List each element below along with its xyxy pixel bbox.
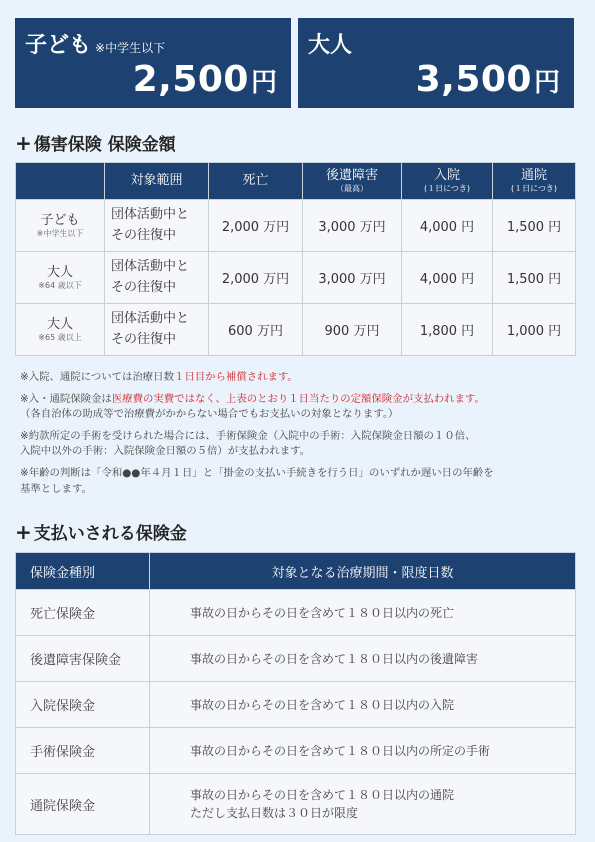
row-name: 大人 <box>46 316 73 332</box>
adult-price-unit: 円 <box>533 68 560 98</box>
row-head <box>16 200 105 252</box>
note-3 <box>20 429 575 460</box>
scope-cell <box>105 200 209 252</box>
table-header-row <box>16 553 576 590</box>
row-sub: ※中学生以下 <box>36 228 84 238</box>
scope-cell <box>105 304 209 356</box>
benefit-type-cell: 死亡保険金 <box>16 590 150 636</box>
child-price-amount: 2,500 <box>132 59 249 100</box>
header-hospital-label: 入院 <box>433 167 460 183</box>
benefit-desc-cell <box>150 774 576 835</box>
disability-cell: 900 万円 <box>303 304 402 356</box>
note-1-text: ※入院、通院については治療日数 <box>20 371 174 383</box>
hospital-cell: 4,000 円 <box>402 200 493 252</box>
child-price-title <box>25 28 165 59</box>
header-disability <box>303 163 402 200</box>
benefit-desc-cell <box>150 682 576 728</box>
benefit-types-table <box>15 552 576 835</box>
child-price-box <box>15 18 291 108</box>
note-4 <box>20 466 575 497</box>
scope-line-1: 団体活動中と <box>111 259 190 275</box>
note-2-text: ※入・通院保険金は <box>20 392 112 405</box>
note-1 <box>20 370 575 386</box>
header-benefit-type: 保険金種別 <box>16 553 150 590</box>
table-row <box>16 252 576 304</box>
header-death: 死亡 <box>209 163 303 200</box>
notes <box>20 370 575 503</box>
header-hospital-sub: (１日につき) <box>423 183 471 193</box>
death-cell: 600 万円 <box>209 304 303 356</box>
benefit-type-cell: 手術保険金 <box>16 728 150 774</box>
section2-title-text: 支払いされる保険金 <box>33 524 187 544</box>
hospital-cell: 4,000 円 <box>402 252 493 304</box>
header-outpatient-sub: (１日につき) <box>510 183 558 193</box>
benefit-desc-cell <box>150 728 576 774</box>
row-head <box>16 252 105 304</box>
note-1-emphasis: １日目から補償されます。 <box>173 371 298 383</box>
note-3-line-1: ※約款所定の手術を受けられた場合には、手術保険金（入院中の手術：入院保険金日額の１０倍、 <box>20 429 476 442</box>
desc-line-1: 事故の日からその日を含めて１８０日以内の入院 <box>190 697 455 712</box>
death-cell: 2,000 万円 <box>209 200 303 252</box>
scope-line-1: 団体活動中と <box>111 311 190 327</box>
row-sub: ※65 歳以上 <box>38 332 82 342</box>
outpatient-cell: 1,500 円 <box>493 200 576 252</box>
benefit-type-cell: 通院保険金 <box>16 774 150 835</box>
hospital-cell: 1,800 円 <box>402 304 493 356</box>
header-disability-sub: （最高） <box>336 183 368 193</box>
scope-line-1: 団体活動中と <box>111 207 190 223</box>
section-title-paid-benefits <box>15 519 187 544</box>
table-row <box>16 636 576 682</box>
section-title-insurance-amounts <box>15 130 176 155</box>
adult-price-title <box>308 28 352 59</box>
benefit-desc-cell <box>150 636 576 682</box>
plus-icon: + <box>15 520 32 544</box>
scope-line-2: その往復中 <box>111 279 177 295</box>
desc-line-1: 事故の日からその日を含めて１８０日以内の所定の手術 <box>190 743 491 758</box>
header-outpatient-label: 通院 <box>520 167 547 183</box>
note-4-line-1: ※年齢の判断は「令和●●年４月１日」と「掛金の支払い手続きを行う日」のいずれか遅い日の年齢を <box>20 467 494 480</box>
table-row <box>16 200 576 252</box>
header-scope: 対象範囲 <box>105 163 209 200</box>
benefit-type-cell: 後遺障害保険金 <box>16 636 150 682</box>
adult-price <box>416 59 560 100</box>
outpatient-cell: 1,000 円 <box>493 304 576 356</box>
row-head <box>16 304 105 356</box>
header-empty <box>16 163 105 200</box>
outpatient-cell: 1,500 円 <box>493 252 576 304</box>
note-4-line-2: 基準とします。 <box>20 482 92 495</box>
desc-line-2: ただし支払日数は３０日が限度 <box>190 806 359 820</box>
section1-title-text: 傷害保険 保険金額 <box>33 135 176 155</box>
child-label: 子ども <box>25 33 92 58</box>
note-2-continuation: （各自治体の助成等で治療費がかからない場合でもお支払いの対象となります。） <box>20 408 399 421</box>
scope-line-2: その往復中 <box>111 331 177 347</box>
disability-cell: 3,000 万円 <box>303 252 402 304</box>
note-2-emphasis: 医療費の実費ではなく、上表のとおり１日当たりの定額保険金が支払われます。 <box>111 392 485 405</box>
child-age-note: ※中学生以下 <box>95 41 166 55</box>
header-treatment-period: 対象となる治療期間・限度日数 <box>150 553 576 590</box>
table-header-row <box>16 163 576 200</box>
table-row <box>16 304 576 356</box>
desc-line-1: 事故の日からその日を含めて１８０日以内の通院 <box>190 788 455 802</box>
table-row <box>16 590 576 636</box>
table-row <box>16 774 576 835</box>
desc-line-1: 事故の日からその日を含めて１８０日以内の後遺障害 <box>190 651 479 666</box>
disability-cell: 3,000 万円 <box>303 200 402 252</box>
desc-line-1: 事故の日からその日を含めて１８０日以内の死亡 <box>190 605 455 620</box>
adult-price-amount: 3,500 <box>415 59 532 100</box>
scope-line-2: その往復中 <box>111 227 177 243</box>
scope-cell <box>105 252 209 304</box>
benefit-type-cell: 入院保険金 <box>16 682 150 728</box>
header-disability-label: 後遺障害 <box>325 167 378 183</box>
row-name: 子ども <box>40 212 80 228</box>
child-price <box>133 59 277 100</box>
note-3-line-2: 入院中以外の手術：入院保険金日額の５倍）が支払われます。 <box>20 445 311 458</box>
death-cell: 2,000 万円 <box>209 252 303 304</box>
header-outpatient <box>493 163 576 200</box>
insurance-amount-table <box>15 162 576 356</box>
row-sub: ※64 歳以下 <box>38 280 82 290</box>
header-hospital <box>402 163 493 200</box>
benefit-desc-cell <box>150 590 576 636</box>
row-name: 大人 <box>46 264 73 280</box>
note-2 <box>20 392 575 423</box>
table-row <box>16 682 576 728</box>
adult-label: 大人 <box>308 33 353 58</box>
plus-icon: + <box>15 131 32 155</box>
table-row <box>16 728 576 774</box>
child-price-unit: 円 <box>250 68 277 98</box>
adult-price-box <box>298 18 574 108</box>
